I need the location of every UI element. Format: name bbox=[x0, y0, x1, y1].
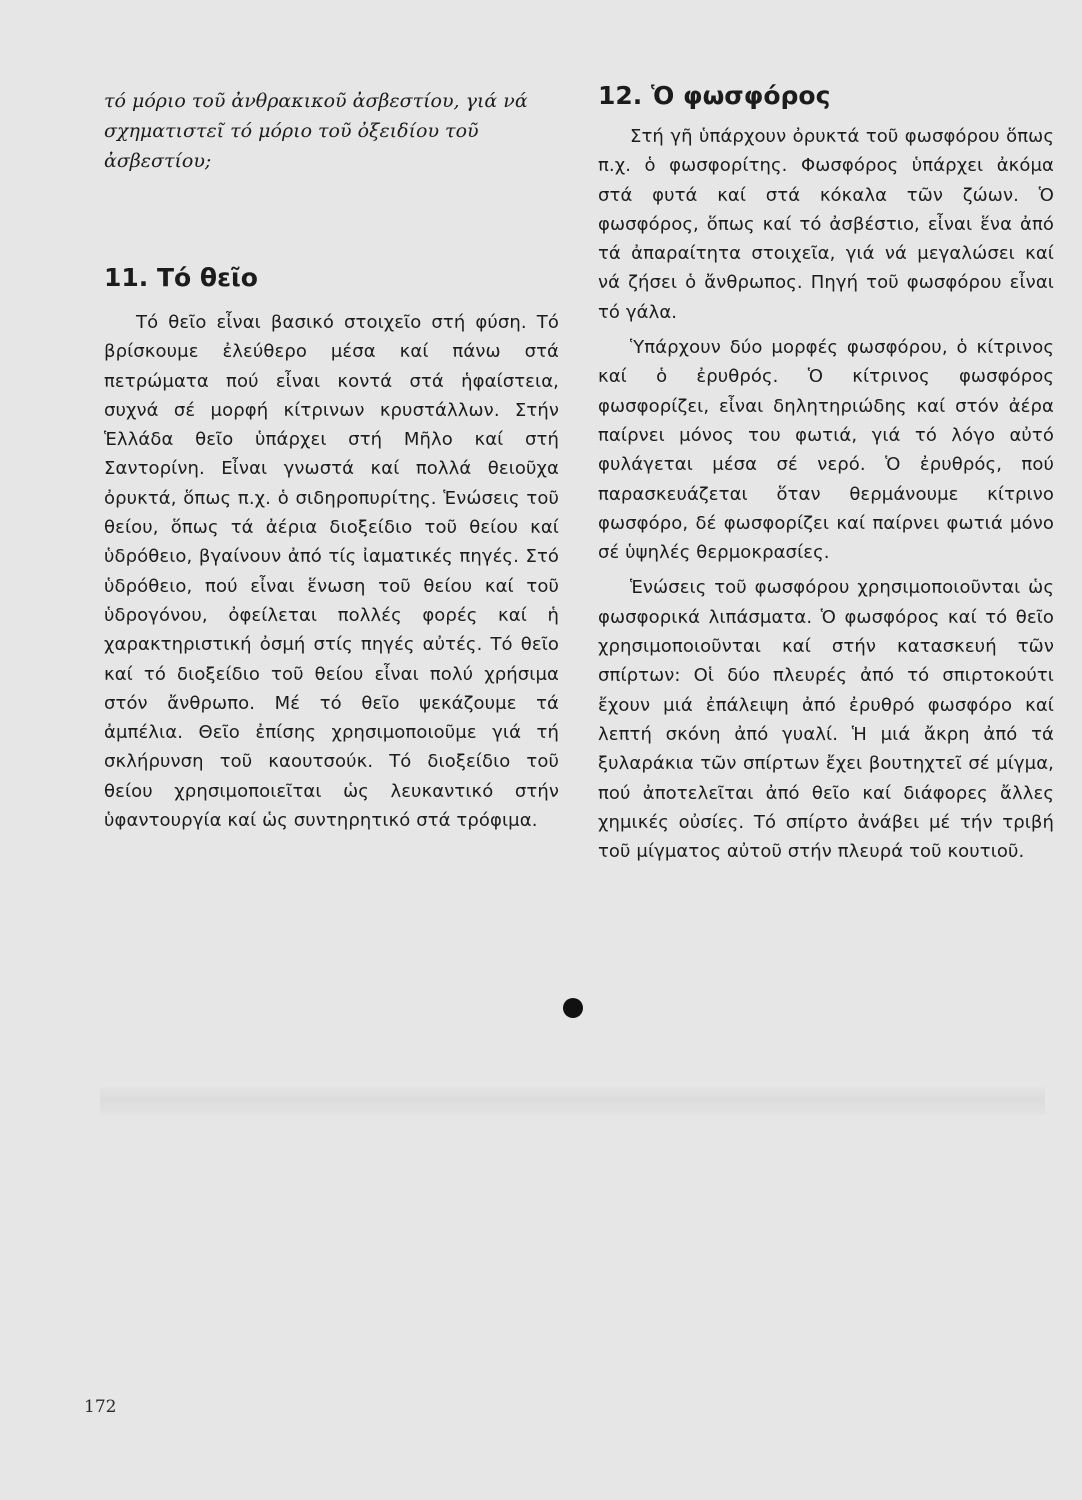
section-12-paragraph-1: Στή γῆ ὑπάρχουν ὀρυκτά τοῦ φωσφόρου ὅπως π.χ. ὁ φωσφορίτης. Φωσφόρος ὑπάρχει ἀκόμα στά φυτά καί στά κόκαλα τῶν ζώων. Ὁ φωσφόρος, ὅπως καί τό ἀσβέστιο, εἶναι ἕνα ἀπό τά ἀπαραίτητα στοιχεῖα, γιά νά μεγαλώσει καί νά ζήσει ὁ ἄνθρωπος. Πηγή τοῦ φωσφόρου εἶναι τό γάλα. bbox=[598, 126, 1054, 323]
bullet-dot-icon bbox=[563, 998, 583, 1018]
section-12-heading: 12. Ὁ φωσφόρος bbox=[598, 81, 831, 110]
show-through-band bbox=[100, 1085, 1045, 1115]
section-11-paragraph: Τό θεῖο εἶναι βασικό στοιχεῖο στή φύση. Τό βρίσκουμε ἐλεύθερο μέσα καί πάνω στά πετρώματα πού εἶναι κοντά στά ἡφαίστεια, συχνά σέ μορφή κίτρινων κρυστάλλων. Στήν Ἑλλάδα θεῖο ὑπάρχει στή Μῆλο καί στή Σαντορίνη. Εἶναι γνωστά καί πολλά θειοῦχα ὀρυκτά, ὅπως π.χ. ὁ σιδηροπυρίτης. Ἑνώσεις τοῦ θείου, ὅπως τά ἀέρια διοξείδιο τοῦ θείου καί ὑδρόθειο, βγαίνουν ἀπό τίς ἰαματικές πηγές. Στό ὑδρόθειο, πού εἶναι ἕνωση τοῦ θείου καί τοῦ ὑδρογόνου, ὀφείλεται πολλές φορές καί ἡ χαρακτηριστική ὀσμή στίς πηγές αὐτές. Τό θεῖο καί τό διοξείδιο τοῦ θείου εἶναι πολύ χρήσιμα στόν ἄνθρωπο. Μέ τό θεῖο ψεκάζουμε τά ἀμπέλια. Θεῖο ἐπίσης χρησιμοποιοῦμε γιά τή σκλήρυνση τοῦ καουτσούκ. Τό διοξείδιο τοῦ θείου χρησιμοποιεῖται ὡς λευκαντικό στήν ὑφαντουργία καί ὡς συντηρητικό στά τρόφιμα. bbox=[104, 312, 559, 832]
section-11-heading: 11. Τό θεῖο bbox=[104, 263, 258, 292]
page-number: 172 bbox=[84, 1397, 117, 1417]
left-column bbox=[104, 70, 559, 835]
section-12-paragraph-3: Ἑνώσεις τοῦ φωσφόρου χρησιμοποιοῦνται ὡς φωσφορικά λιπάσματα. Ὁ φωσφόρος καί τό θεῖο χρησιμοποιοῦνται καί στήν κατασκευή τῶν σπίρτων: Οἱ δύο πλευρές ἀπό τό σπιρτοκούτι ἔχουν μιά ἐπάλειψη ἀπό ἐρυθρό φωσφόρο καί λεπτή σκόνη ἀπό γυαλί. Ἡ μιά ἄκρη ἀπό τά ξυλαράκια τῶν σπίρτων ἔχει βουτηχτεῖ σέ μίγμα, πού ἀποτελεῖται ἀπό θεῖο καί διάφορες ἄλλες χημικές οὐσίες. Τό σπίρτο ἀνάβει μέ τήν τριβή τοῦ μίγματος αὐτοῦ στήν πλευρά τοῦ κουτιοῦ. bbox=[598, 577, 1054, 863]
section-12-paragraph-2: Ὑπάρχουν δύο μορφές φωσφόρου, ὁ κίτρινος καί ὁ ἐρυθρός. Ὁ κίτρινος φωσφόρος φωσφορίζει, εἶναι δηλητηριώδης καί στόν ἀέρα παίρνει μόνος του φωτιά, γιά τό λόγο αὐτό φυλάγεται μέσα σέ νερό. Ὁ ἐρυθρός, πού παρασκευάζεται ὅταν θερμάνουμε κίτρινο φωσφόρο, δέ φωσφορίζει καί παίρνει φωτιά μόνο σέ ὑψηλές θερμοκρασίες. bbox=[598, 337, 1054, 564]
exercise-question: τό μόριο τοῦ ἀνθρακικοῦ ἀσβεστίου, γιά νά σχηματιστεῖ τό μόριο τοῦ ὀξειδίου τοῦ ἀσβεστίου; bbox=[104, 90, 528, 172]
right-column bbox=[598, 70, 1054, 866]
